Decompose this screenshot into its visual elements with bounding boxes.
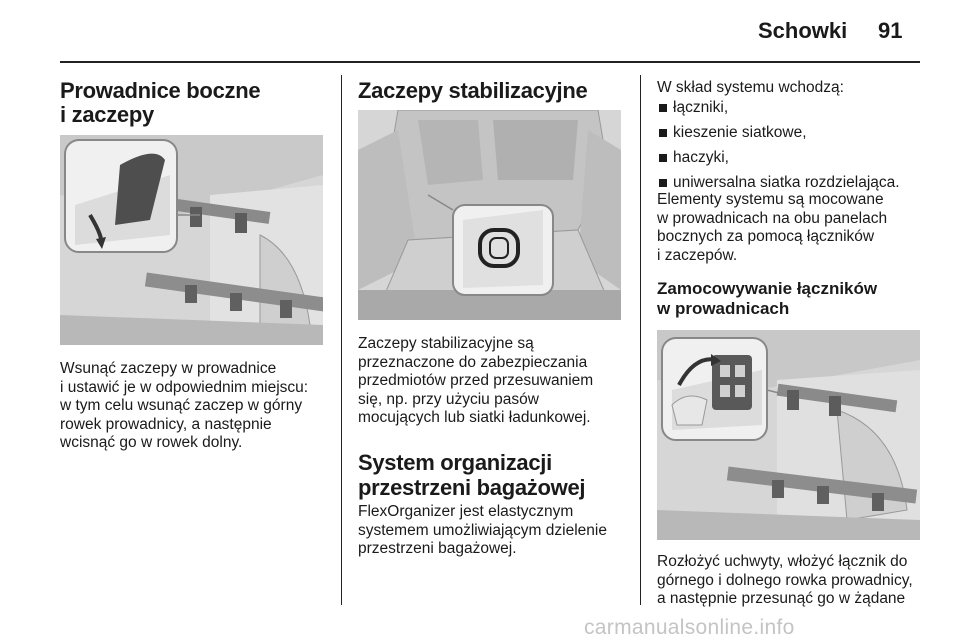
list-item — [657, 120, 927, 145]
heading-attaching-connectors: Zamocowywanie łączników w prowadnicach — [657, 279, 878, 318]
bullet-icon — [659, 104, 667, 112]
bullet-icon — [659, 154, 667, 162]
heading-stabilizing-hooks: Zaczepy stabilizacyjne — [358, 78, 588, 103]
list-item — [657, 145, 927, 170]
watermark: carmanualsonline.info — [584, 616, 795, 639]
list-item-label: uniwersalna siatka rozdzielająca. — [673, 174, 900, 191]
system-components-list — [657, 95, 927, 195]
side-rails-instructions: Wsunąć zaczepy w prowadnice i ustawić je w odpowiednim miejscu: w tym celu wsunąć zaczep w górny rowek prowadnicy, a następnie wcisnąć go w rowek dolny. — [60, 360, 309, 451]
header-rule — [60, 61, 920, 63]
figure-attaching-connectors — [657, 330, 920, 540]
list-item-label: kieszenie siatkowe, — [673, 124, 807, 141]
list-item-label: haczyki, — [673, 149, 729, 166]
bullet-icon — [659, 179, 667, 187]
list-item-label: łączniki, — [673, 99, 729, 116]
header-section-title: Schowki — [758, 18, 848, 43]
mounting-description: Elementy systemu są mocowane w prowadnicach na obu panelach bocznych za pomocą łączników i zaczepów. — [657, 191, 888, 264]
column-divider-1 — [341, 75, 342, 605]
stabilizing-hooks-description: Zaczepy stabilizacyjne są przeznaczone do zabezpieczania przedmiotów przed przesuwaniem się, np. przy użyciu pasów mocujących lub siatki ładunkowej. — [358, 335, 594, 426]
bullet-icon — [659, 129, 667, 137]
column-divider-2 — [640, 75, 641, 605]
attaching-connectors-instructions: Rozłożyć uchwyty, włożyć łącznik do górnego i dolnego rowka prowadnicy, a następnie przesunąć go w żądane — [657, 553, 913, 607]
system-components-intro: W skład systemu wchodzą: — [657, 79, 844, 96]
heading-side-rails: Prowadnice boczne i zaczepy — [60, 78, 261, 127]
cargo-organizer-description: FlexOrganizer jest elastycznym systemem umożliwiającym dzielenie przestrzeni bagażowej. — [358, 503, 607, 557]
figure-stabilizing-hooks — [358, 110, 621, 320]
list-item — [657, 95, 927, 120]
figure-side-rail-hooks — [60, 135, 323, 345]
heading-cargo-organizer: System organizacji przestrzeni bagażowej — [358, 450, 586, 500]
header-page-number: 91 — [878, 18, 903, 43]
